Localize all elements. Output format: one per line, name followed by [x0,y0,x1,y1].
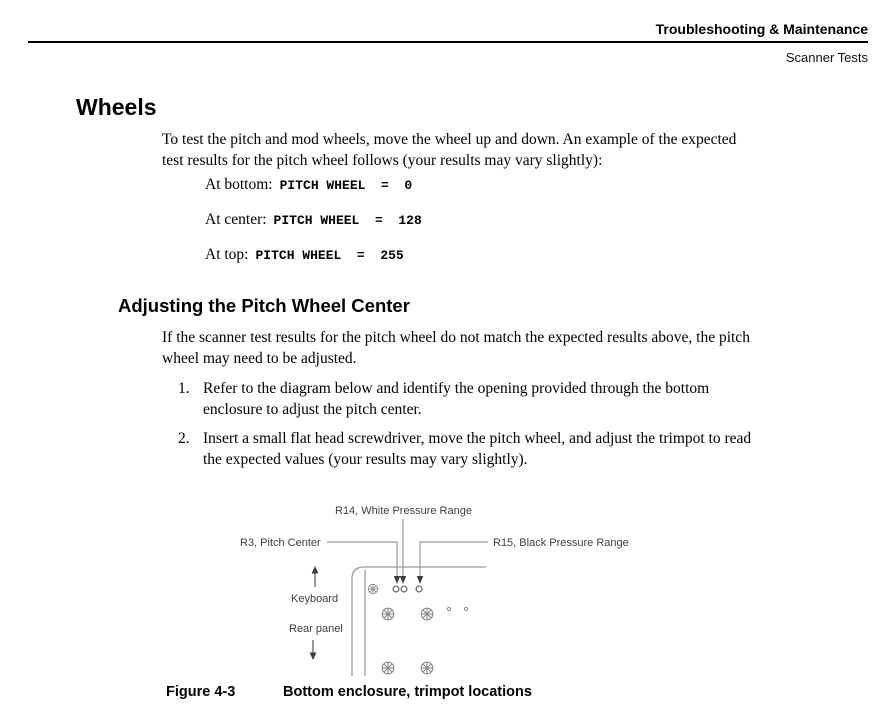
step-number: 1. [178,380,190,397]
r15-leader-line [420,542,488,577]
adjusting-heading: Adjusting the Pitch Wheel Center [118,295,410,316]
step-1-line-2: enclosure to adjust the pitch center. [203,401,422,418]
keyboard-label: Keyboard [291,593,339,605]
screw-icon [368,584,377,593]
screw-icon [382,662,394,674]
result-label: At top: [205,246,249,263]
step-2-line-2: the expected values (your results may vary slightly). [203,451,528,468]
intro-line-1: To test the pitch and mod wheels, move the wheel up and down. An example of the expected [162,131,737,148]
r15-arrow-icon [417,576,423,584]
result-line-center [205,210,422,231]
header-section-title: Scanner Tests [785,50,868,65]
small-hole [464,607,467,610]
step-item-1 [178,378,751,420]
result-line-bottom [205,175,422,196]
step-2-line-1: Insert a small flat head screwdriver, move the pitch wheel, and adjust the trimpot to read [203,430,752,447]
result-line-top [205,245,422,266]
step-number: 2. [178,430,190,447]
steps-list [178,378,751,478]
screw-icon [421,608,433,620]
small-holes [447,607,467,610]
adjusting-paragraph [162,327,750,369]
intro-line-2: test results for the pitch wheel follows (your results may vary slightly): [162,152,603,169]
r3-arrow-icon [394,576,400,584]
adjusting-line-1: If the scanner test results for the pitch wheel do not match the expected results above, the pitch [162,329,750,346]
trimpot-hole-r15 [416,586,422,592]
trimpot-hole-r3 [393,586,399,592]
wheels-heading: Wheels [76,94,157,120]
step-text [203,378,709,420]
r15-label: R15, Black Pressure Range [493,537,629,549]
figure-caption-title: Bottom enclosure, trimpot locations [283,684,532,700]
result-value: PITCH WHEEL = 128 [273,213,422,228]
step-item-2 [178,428,751,470]
header-rule [28,41,868,43]
enclosure-outline [352,567,486,676]
callout-arrowheads [394,576,423,584]
r14-label: R14, White Pressure Range [335,505,472,517]
result-label: At center: [205,211,267,228]
trimpot-locations-diagram [230,498,660,680]
figure-caption-number: Figure 4-3 [166,684,236,700]
enclosure-outer-edge [352,567,486,676]
keyboard-up-arrow-icon [312,566,319,574]
r3-label: R3, Pitch Center [240,537,321,549]
r14-arrow-icon [400,576,406,584]
small-hole [447,607,450,610]
rear-panel-down-arrow-icon [310,653,317,661]
result-value: PITCH WHEEL = 0 [279,178,413,193]
step-1-line-1: Refer to the diagram below and identify the opening provided through the bottom [203,380,710,397]
scanner-results [205,175,422,280]
r3-leader-line [327,542,397,577]
result-label: At bottom: [205,176,273,193]
step-text [203,428,751,470]
trimpot-holes [393,586,422,592]
adjusting-line-2: wheel may need to be adjusted. [162,350,357,367]
header-chapter-title: Troubleshooting & Maintenance [655,21,868,37]
trimpot-hole-r14 [401,586,407,592]
screw-icon [421,662,433,674]
wheels-intro-paragraph [162,129,736,171]
screw-icon [382,608,394,620]
result-value: PITCH WHEEL = 255 [255,248,404,263]
callout-leader-lines [327,519,488,577]
figure-caption [0,684,895,704]
rear-panel-label: Rear panel [289,623,343,635]
